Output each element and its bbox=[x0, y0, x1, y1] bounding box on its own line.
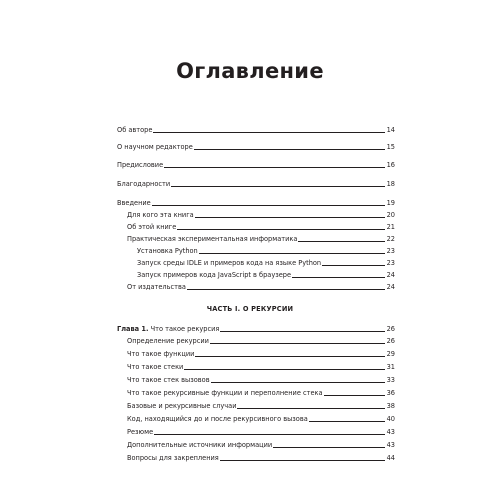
toc-entry-label: Запуск примеров кода JavaScript в браузере bbox=[137, 271, 292, 279]
toc-leader bbox=[322, 265, 385, 266]
toc-entry-further-reading[interactable] bbox=[127, 437, 395, 449]
toc-entry-page: 44 bbox=[386, 454, 395, 462]
toc-entry-label: Базовые и рекурсивные случаи bbox=[127, 402, 237, 410]
toc-leader bbox=[292, 277, 385, 278]
toc-leader bbox=[324, 395, 385, 396]
toc-entry-about-author[interactable] bbox=[117, 122, 395, 134]
toc-leader bbox=[195, 217, 385, 218]
toc-leader bbox=[273, 447, 384, 448]
toc-entry-page: 15 bbox=[386, 143, 395, 151]
toc-entry-page: 21 bbox=[386, 223, 395, 231]
toc-entry-label: Введение bbox=[117, 199, 151, 207]
toc-entry-acknowledgements[interactable] bbox=[117, 176, 395, 188]
toc-entry-page: 20 bbox=[386, 211, 395, 219]
toc-leader bbox=[220, 460, 385, 461]
toc-entry-page: 33 bbox=[386, 376, 395, 384]
toc-entry-label: Что такое функции bbox=[127, 350, 195, 358]
toc-entry-label: Установка Python bbox=[137, 247, 198, 255]
toc-leader bbox=[194, 149, 385, 150]
toc-entry-definition[interactable] bbox=[127, 333, 395, 345]
toc-leader bbox=[195, 356, 384, 357]
toc-leader bbox=[152, 205, 385, 206]
toc-leader bbox=[177, 229, 384, 230]
toc-entry-chapter-1[interactable] bbox=[117, 321, 395, 333]
toc-entry-install-python[interactable] bbox=[137, 243, 395, 255]
toc-entry-page: 38 bbox=[386, 402, 395, 410]
toc-entry-from-publisher[interactable] bbox=[127, 279, 395, 291]
toc-entry-label: Об авторе bbox=[117, 126, 153, 134]
toc-entry-hands-on-cs[interactable] bbox=[127, 231, 395, 243]
toc-leader bbox=[199, 253, 385, 254]
part-heading: ЧАСТЬ I. О РЕКУРСИИ bbox=[206, 305, 294, 313]
toc-entry-label: От издательства bbox=[127, 283, 186, 291]
chapter-number: Глава 1. bbox=[117, 325, 149, 333]
toc-entry-introduction[interactable] bbox=[117, 195, 395, 207]
toc-entry-recursive-functions[interactable] bbox=[127, 385, 395, 397]
toc-entry-stacks[interactable] bbox=[127, 359, 395, 371]
toc-entry-page: 36 bbox=[386, 389, 395, 397]
toc-entry-functions[interactable] bbox=[127, 346, 395, 358]
toc-entry-code-before-after[interactable] bbox=[127, 411, 395, 423]
toc-entry-page: 43 bbox=[386, 428, 395, 436]
toc-entry-page: 14 bbox=[386, 126, 395, 134]
toc-entry-about-editor[interactable] bbox=[117, 139, 395, 151]
toc-entry-page: 26 bbox=[386, 325, 395, 333]
toc-entry-label: Предисловие bbox=[117, 161, 164, 169]
toc-entry-page: 43 bbox=[386, 441, 395, 449]
toc-entry-label: Что такое стек вызовов bbox=[127, 376, 210, 384]
toc-leader bbox=[184, 369, 384, 370]
toc-entry-label: Запуск среды IDLE и примеров кода на языке Python bbox=[137, 259, 322, 267]
toc-entry-audience[interactable] bbox=[127, 207, 395, 219]
toc-entry-label: Благодарности bbox=[117, 180, 171, 188]
toc-entry-label: Дополнительные источники информации bbox=[127, 441, 273, 449]
toc-leader bbox=[309, 421, 385, 422]
toc-entry-practice-questions[interactable] bbox=[127, 450, 395, 462]
toc-entry-page: 18 bbox=[386, 180, 395, 188]
toc-entry-label: Что такое стеки bbox=[127, 363, 184, 371]
toc-leader bbox=[187, 289, 385, 290]
toc-leader bbox=[154, 434, 384, 435]
toc-entry-label: Для кого эта книга bbox=[127, 211, 194, 219]
toc-leader bbox=[211, 382, 385, 383]
toc-leader bbox=[237, 408, 384, 409]
toc-entry-label: Что такое рекурсивные функции и переполнение стека bbox=[127, 389, 323, 397]
toc-entry-about-book[interactable] bbox=[127, 219, 395, 231]
toc-leader bbox=[210, 343, 385, 344]
toc-leader bbox=[164, 167, 384, 168]
toc-entry-page: 24 bbox=[386, 271, 395, 279]
toc-leader bbox=[171, 186, 384, 187]
toc-entry-base-cases[interactable] bbox=[127, 398, 395, 410]
toc-entry-summary[interactable] bbox=[127, 424, 395, 436]
toc-leader bbox=[298, 241, 384, 242]
toc-entry-page: 40 bbox=[386, 415, 395, 423]
toc-leader bbox=[153, 132, 384, 133]
chapter-title: Что такое рекурсия bbox=[150, 325, 220, 333]
toc-entry-label: Об этой книге bbox=[127, 223, 177, 231]
toc-entry-page: 26 bbox=[386, 337, 395, 345]
toc-entry-label bbox=[117, 325, 220, 333]
page-title: Оглавление bbox=[176, 59, 324, 83]
toc-entry-label: Практическая экспериментальная информатика bbox=[127, 235, 298, 243]
toc-entry-label: Вопросы для закрепления bbox=[127, 454, 219, 462]
toc-entry-page: 23 bbox=[386, 247, 395, 255]
toc-entry-label: Резюме bbox=[127, 428, 154, 436]
toc-entry-call-stack[interactable] bbox=[127, 372, 395, 384]
toc-entry-page: 19 bbox=[386, 199, 395, 207]
toc-entry-page: 24 bbox=[386, 283, 395, 291]
toc-entry-page: 29 bbox=[386, 350, 395, 358]
toc-entry-page: 22 bbox=[386, 235, 395, 243]
toc-entry-label: О научном редакторе bbox=[117, 143, 193, 151]
toc-entry-label: Код, находящийся до и после рекурсивного вызова bbox=[127, 415, 308, 423]
toc-entry-run-idle[interactable] bbox=[137, 255, 395, 267]
toc-leader bbox=[220, 331, 384, 332]
toc-entry-label: Определение рекурсии bbox=[127, 337, 209, 345]
toc-entry-run-javascript[interactable] bbox=[137, 267, 395, 279]
toc-entry-preface[interactable] bbox=[117, 157, 395, 169]
toc-entry-page: 16 bbox=[386, 161, 395, 169]
toc-entry-page: 23 bbox=[386, 259, 395, 267]
toc-entry-page: 31 bbox=[386, 363, 395, 371]
